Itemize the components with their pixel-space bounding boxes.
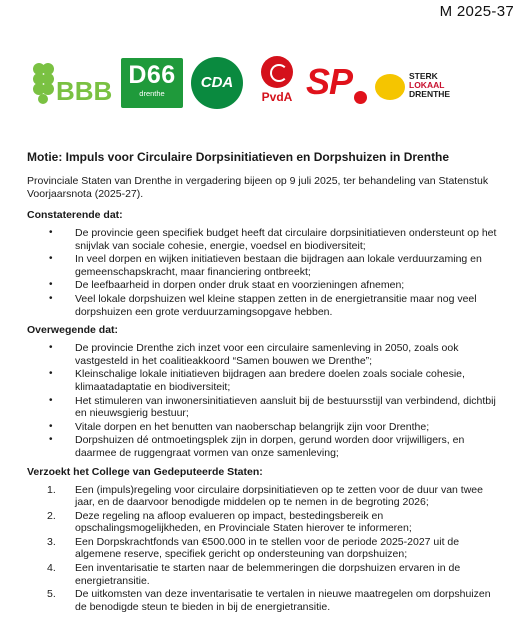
item-text: Een (impuls)regeling voor circulaire dorpsinitiatieven op te zetten voor de duur van twee jaar, en de daarvoor benodigde middelen op te nemen in de begroting 2026; bbox=[75, 483, 483, 509]
list-item: • De provincie Drenthe zich inzet voor een circulaire samenleving in 2050, zoals ook vastgesteld in het coalitieakkoord “Samen bouwen we Drenthe”; bbox=[27, 342, 497, 367]
list-item: • De leefbaarheid in dorpen onder druk staat en voorzieningen afnemen; bbox=[27, 279, 497, 292]
section-heading: Verzoekt het College van Gedeputeerde Staten: bbox=[27, 465, 263, 478]
item-number: 2. bbox=[47, 509, 56, 522]
cda-logo-text: CDA bbox=[200, 74, 234, 91]
cda-logo bbox=[191, 57, 243, 109]
motion-intro: Provinciale Staten van Drenthe in vergadering bijeen op 9 juli 2025, ter behandeling van Statenstuk Voorjaarsnota (2025-27). bbox=[27, 175, 489, 200]
tomato-icon bbox=[354, 91, 367, 104]
numbered-item bbox=[27, 588, 497, 613]
list-item: • Veel lokale dorpshuizen wel kleine stappen zetten in de energietransitie maar nog veel dorpshuizen een grote verduurzamingsopgave hebben. bbox=[27, 293, 497, 318]
list-item: • De provincie geen specifiek budget heeft dat circulaire dorpsinitiatieven ondersteunt op het snijvlak van sociale cohesie, energie, voedsel en biodiversiteit; bbox=[27, 227, 497, 252]
pvda-logo-text: PvdA bbox=[261, 90, 293, 104]
d66-logo-name: D66 bbox=[128, 61, 176, 89]
sterk-logo-line-3: DRENTHE bbox=[409, 89, 451, 99]
yellow-emblem-icon bbox=[375, 74, 405, 100]
section-constaterende bbox=[27, 209, 497, 318]
motion-title: Motie: Impuls voor Circulaire Dorpsinitiatieven en Dorpshuizen in Drenthe bbox=[27, 150, 450, 164]
item-text: Een Dorpskrachtfonds van €500.000 in te stellen voor de periode 2025-2027 uit de algemene reserve, specifiek gericht op ondersteuning van dorpshuizen; bbox=[75, 535, 460, 561]
list-item: • In veel dorpen en wijken initiatieven bestaan die bijdragen aan lokale verduurzaming en gemeenschapskracht, maar financiering ontbreekt; bbox=[27, 253, 497, 278]
list-item: • Het stimuleren van inwonersinitiatieven aansluit bij de bestuursstijl van verbindend, dichtbij en nieuwsgierig bestuur; bbox=[27, 395, 497, 420]
party-logos bbox=[30, 56, 470, 112]
section-heading: Overwegende dat: bbox=[27, 324, 119, 337]
bbb-logo bbox=[30, 60, 118, 106]
sp-logo bbox=[306, 62, 372, 110]
list-item: • Kleinschalige lokale initiatieven bijdragen aan bredere doelen zoals sociale cohesie, klimaatadaptatie en biodiversiteit; bbox=[27, 368, 497, 393]
d66-logo bbox=[121, 58, 183, 108]
numbered-item bbox=[27, 536, 497, 561]
sp-logo-text: SP bbox=[306, 61, 353, 102]
item-number: 3. bbox=[47, 535, 56, 548]
item-number: 5. bbox=[47, 588, 56, 601]
sterk-logo-line-1: STERK bbox=[409, 71, 438, 81]
item-text: De uitkomsten van deze inventarisatie te vertalen in nieuwe maatregelen om dorpshuizen de benodigde steun te bieden in bij de energietransitie. bbox=[75, 588, 491, 613]
item-number: 1. bbox=[47, 483, 56, 496]
section-overwegende bbox=[27, 324, 497, 459]
sterk-lokaal-drenthe-logo bbox=[375, 68, 475, 108]
rose-icon bbox=[261, 56, 293, 88]
list-item: • Dorpshuizen dé ontmoetingsplek zijn in dorpen, gerund worden door vrijwilligers, en daarmee de ruggengraat vormen van onze samenleving; bbox=[27, 434, 497, 459]
numbered-item bbox=[27, 510, 497, 535]
list-item: • Vitale dorpen en het benutten van naoberschap belangrijk zijn voor Drenthe; bbox=[27, 421, 497, 434]
motion-document bbox=[27, 150, 497, 617]
section-heading: Constaterende dat: bbox=[27, 209, 123, 221]
bbb-logo-text: BBB bbox=[56, 76, 113, 106]
numbered-item bbox=[27, 484, 497, 509]
item-text: Een inventarisatie te starten naar de belemmeringen die dorpshuizen ervaren in de energietransitie. bbox=[75, 562, 461, 587]
document-reference: M 2025-37 bbox=[439, 3, 514, 20]
item-number: 4. bbox=[47, 562, 56, 575]
section-verzoekt bbox=[27, 466, 497, 614]
pvda-logo bbox=[251, 56, 303, 112]
d66-logo-sub: drenthe bbox=[139, 89, 165, 98]
numbered-item bbox=[27, 562, 497, 587]
sterk-logo-line-2: LOKAAL bbox=[409, 80, 445, 90]
item-text: Deze regeling na afloop evalueren op impact, bestedingsbereik en opschalingsmogelijkheden, en Provinciale Staten hierover te informeren; bbox=[75, 509, 412, 535]
